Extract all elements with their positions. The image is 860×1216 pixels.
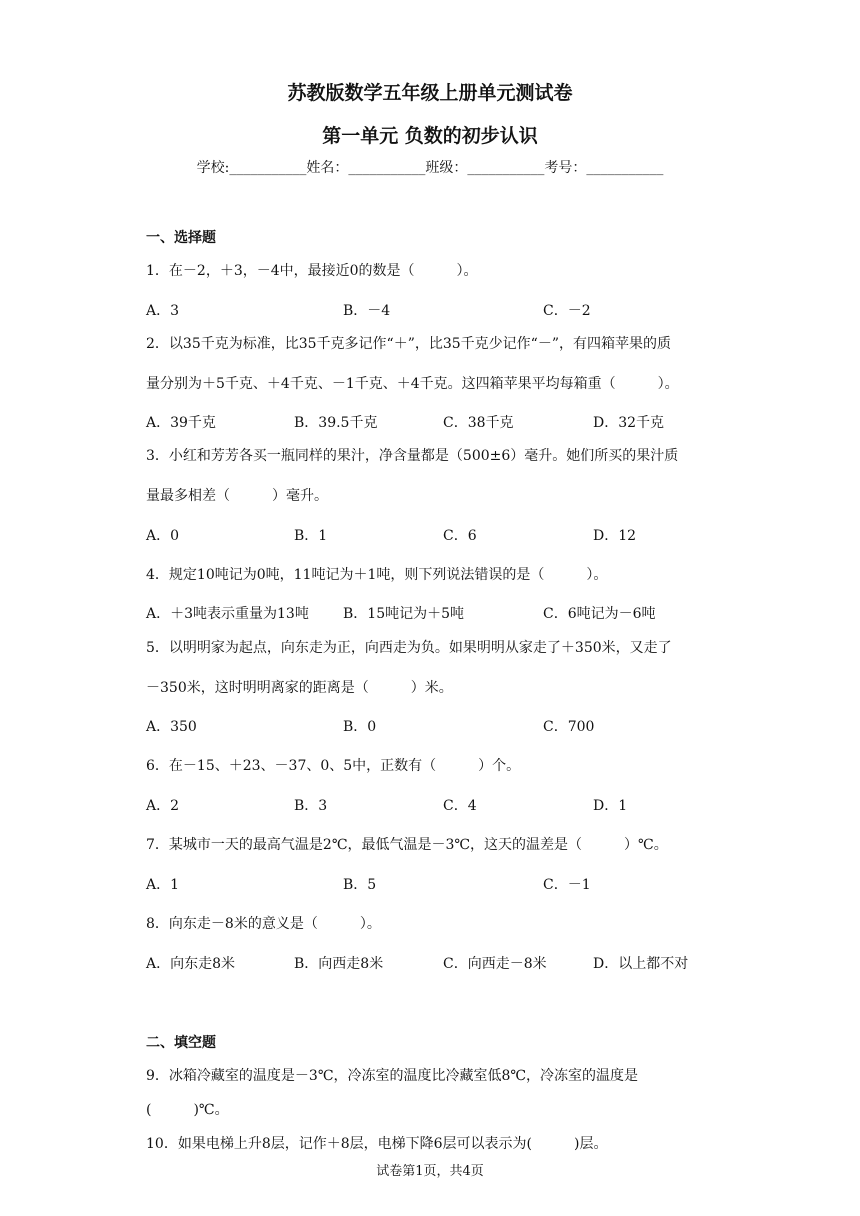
question-4: 4．规定10吨记为0吨，11吨记为＋1吨，则下列说法错误的是（ ）。 — [146, 567, 608, 583]
question-10: 10．如果电梯上升8层，记作＋8层，电梯下降6层可以表示为( )层。 — [146, 1136, 608, 1152]
q7-option-b: B．5 — [343, 877, 377, 893]
question-5-line-1: 5．以明明家为起点，向东走为正，向西走为负。如果明明从家走了＋350米，又走了 — [146, 640, 672, 656]
question-3-line-2: 量最多相差（ ）毫升。 — [146, 488, 328, 504]
page-subtitle: 第一单元 负数的初步认识 — [322, 125, 538, 147]
q5-option-a: A．350 — [146, 719, 197, 735]
question-2-line-1: 2．以35千克为标准，比35千克多记作“＋”，比35千克少记作“－”，有四箱苹果的质 — [146, 336, 671, 352]
q1-option-b: B．－4 — [343, 303, 391, 319]
q3-option-c: C．6 — [443, 528, 477, 544]
q6-option-c: C．4 — [443, 798, 477, 814]
section-heading-choice: 一、选择题 — [146, 230, 216, 246]
q7-option-a: A．1 — [146, 877, 180, 893]
page-footer: 试卷第1页，共4页 — [376, 1164, 484, 1179]
q8-option-b: B．向西走8米 — [294, 956, 384, 972]
q8-option-d: D．以上都不对 — [593, 956, 689, 972]
question-5-line-2: －350米，这时明明离家的距离是（ ）米。 — [146, 680, 453, 696]
q4-option-a: A．＋3吨表示重量为13吨 — [146, 606, 309, 622]
q8-option-c: C．向西走－8米 — [443, 956, 547, 972]
q4-option-c: C．6吨记为－6吨 — [543, 606, 656, 622]
q5-option-c: C．700 — [543, 719, 595, 735]
page-title: 苏教版数学五年级上册单元测试卷 — [287, 82, 573, 104]
q2-option-b: B．39.5千克 — [294, 415, 378, 431]
question-1: 1．在－2，＋3，－4中，最接近0的数是（ ）。 — [146, 263, 478, 279]
question-2-line-2: 量分别为＋5千克、＋4千克、－1千克、＋4千克。这四箱苹果平均每箱重（ ）。 — [146, 376, 679, 392]
q8-option-a: A．向东走8米 — [146, 956, 236, 972]
question-7: 7．某城市一天的最高气温是2℃，最低气温是－3℃，这天的温差是（ ）℃。 — [146, 837, 668, 853]
q2-option-d: D．32千克 — [593, 415, 665, 431]
q3-option-d: D．12 — [593, 528, 637, 544]
question-8: 8．向东走－8米的意义是（ ）。 — [146, 916, 381, 932]
q1-option-a: A．3 — [146, 303, 180, 319]
q6-option-d: D．1 — [593, 798, 628, 814]
question-9-line-1: 9．冰箱冷藏室的温度是－3℃，冷冻室的温度比冷藏室低8℃，冷冻室的温度是 — [146, 1068, 639, 1084]
question-3-line-1: 3．小红和芳芳各买一瓶同样的果汁，净含量都是（500±6）毫升。她们所买的果汁质 — [146, 448, 679, 464]
q2-option-c: C．38千克 — [443, 415, 514, 431]
section-heading-fill: 二、填空题 — [146, 1035, 216, 1051]
q4-option-b: B．15吨记为＋5吨 — [343, 606, 465, 622]
q7-option-c: C．－1 — [543, 877, 591, 893]
q5-option-b: B．0 — [343, 719, 377, 735]
q3-option-b: B．1 — [294, 528, 328, 544]
question-6: 6．在－15、＋23、－37、0、5中，正数有（ ）个。 — [146, 758, 521, 774]
q1-option-c: C．－2 — [543, 303, 591, 319]
student-info-line: 学校:___________姓名：___________班级：___________考号：___________ — [196, 160, 664, 176]
q6-option-a: A．2 — [146, 798, 180, 814]
q3-option-a: A．0 — [146, 528, 180, 544]
question-9-line-2: ( )℃。 — [146, 1102, 229, 1118]
q6-option-b: B．3 — [294, 798, 328, 814]
q2-option-a: A．39千克 — [146, 415, 216, 431]
